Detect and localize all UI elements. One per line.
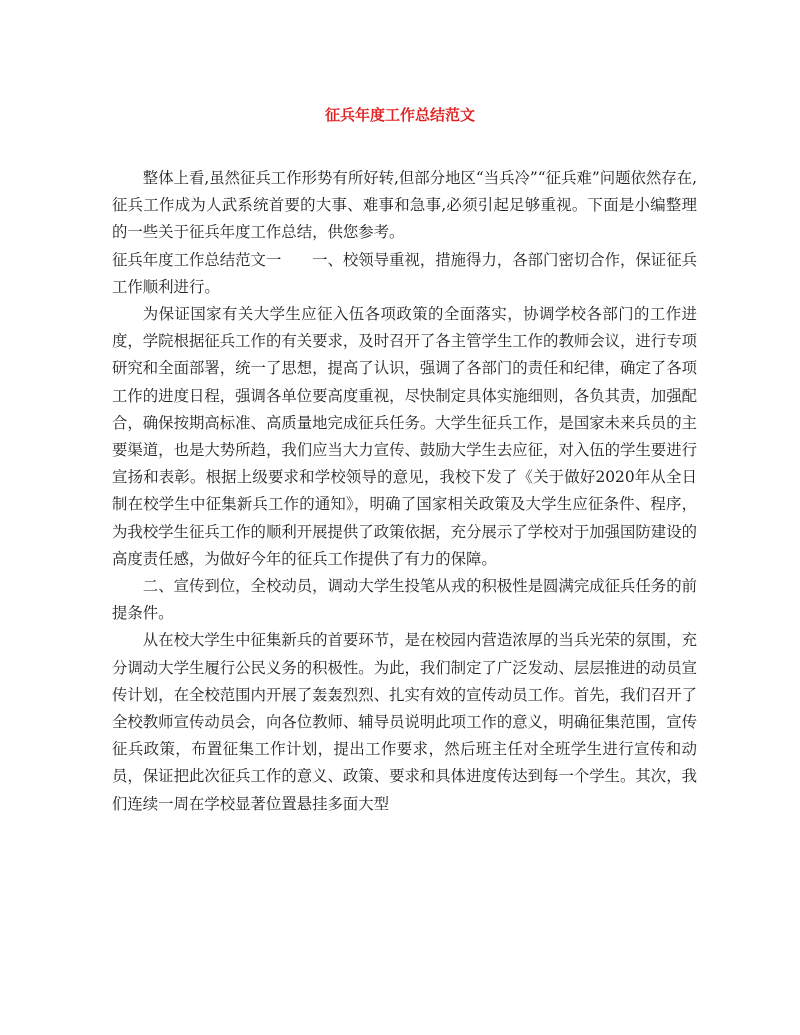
paragraph-publicity: 从在校大学生中征集新兵的首要环节，是在校园内营造浓厚的当兵光荣的氛围，充分调动大学生履行公民义务的积极性。为此，我们制定了广泛发动、层层推进的动员宣传计划，在全校范围内开展了轰轰烈烈、扎实有效的宣传动员工作。首先，我们召开了全校教师宣传动员会，向各位教师、辅导员说明此项工作的意义，明确征集范围，宣传征兵政策，布置征集工作计划，提出工作要求，然后班主任对全班学生进行宣传和动员，保证把此次征兵工作的意义、政策、要求和具体进度传达到每一个学生。其次，我们连续一周在学校显著位置悬挂多面大型 [112,631,697,813]
paragraph-section-heading: 征兵年度工作总结范文一 一、校领导重视，措施得力，各部门密切合作，保证征兵工作顺利进行。 [112,250,697,296]
document-body [112,165,697,818]
paragraph-leadership: 为保证国家有关大学生应征入伍各项政策的全面落实，协调学校各部门的工作进度，学院根据征兵工作的有关要求，及时召开了各主管学生工作的教师会议，进行专项研究和全面部署，统一了思想，提高了认识，强调了各部门的责任和纪律，确定了各项工作的进度日程，强调各单位要高度重视，尽快制定具体实施细则，各负其责，加强配合，确保按期高标准、高质量地完成征兵任务。大学生征兵工作，是国家未来兵员的主要渠道，也是大势所趋，我们应当大力宣传、鼓励大学生去应征，对入伍的学生要进行宣扬和表彰。根据上级要求和学校领导的意见，我校下发了《关于做好2020年从全日制在校学生中征集新兵工作的通知》，明确了国家相关政策及大学生应征条件、程序，为我校学生征兵工作的顺利开展提供了政策依据，充分展示了学校对于加强国防建设的高度责任感，为做好今年的征兵工作提供了有力的保障。 [112,305,697,568]
paragraph-publicity-heading: 二、宣传到位，全校动员，调动大学生投笔从戎的积极性是圆满完成征兵任务的前提条件。 [112,577,697,623]
document-title: 征兵年度工作总结范文 [324,106,475,124]
paragraph-intro: 整体上看,虽然征兵工作形势有所好转,但部分地区“当兵冷”“征兵难”问题依然存在,征兵工作成为人武系统首要的大事、难事和急事,必须引起足够重视。下面是小编整理的一些关于征兵年度工作总结，供您参考。 [112,169,697,242]
